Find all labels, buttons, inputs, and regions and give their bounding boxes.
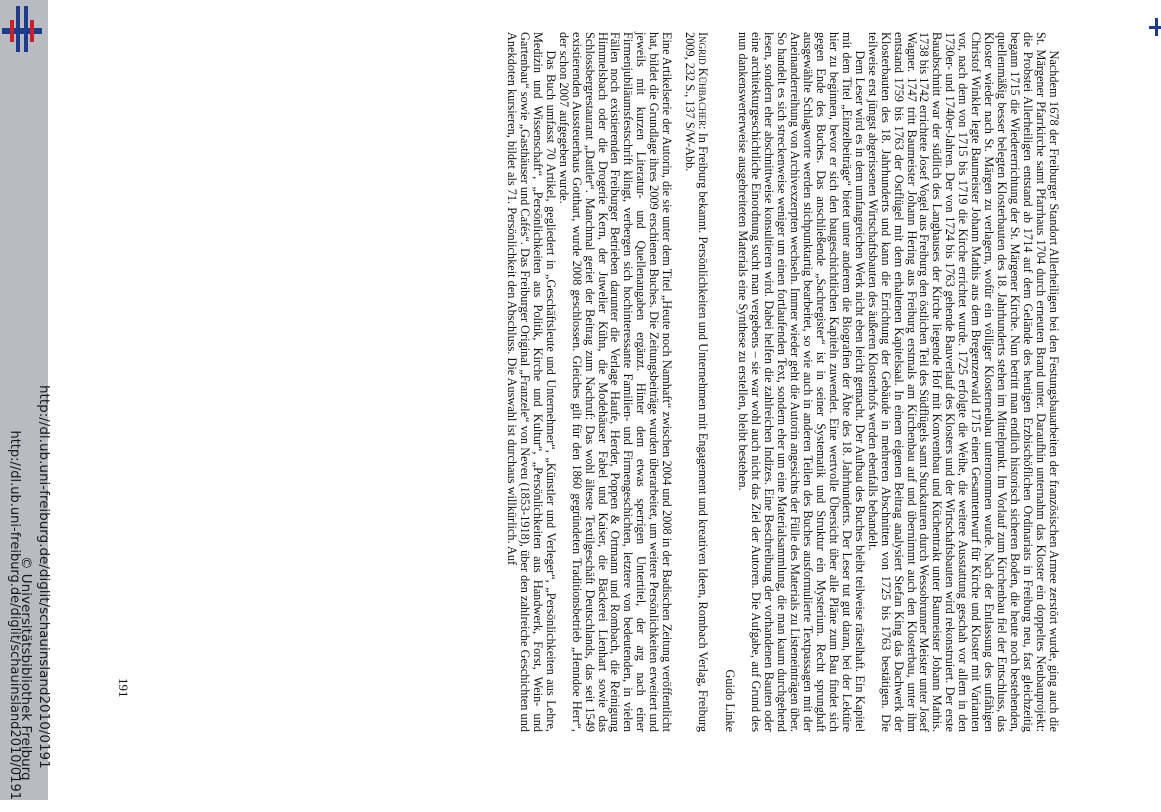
document-page: [60, 0, 1060, 812]
review-1-paragraph: Nachdem 1678 der Freiburger Standort Allerheiligen bei den Festungsbauarbeiten der französischen Armee zerstört wurde, ging auch die St. Märgener Pfarrkirche samt Pfarrhaus 1704 durch erneuten Brand unter. Daraufhin unternahm das Kloster ein doppeltes Neubauprojekt: die Probstei Allerheiligen entstand ab 1714 auf dem Gelände des heutigen Erzbischöflichen Ordinariats in Freiburg neu, fast gleichzeitig begann 1715 die Wiedererrichtung der St. Märgener Kirche. Nun betritt man endlich historisch sicheren Boden, die heute noch bestehenden, quellenmäßig besser belegten Klosterbauten des 18. Jahrhunderts stehen im Mittelpunkt. Im Vorlauf zum Kirchenbau fiel der Entschluss, das Kloster wieder nach St. Märgen zu verlagern, wofür ein völliger Klosterneubau unternommen wurde. Nach der Entlassung des unfähigen Christof Winkler legte Baumeister Johann Mathis aus dem Bregenzerwald 1715 einen Gesamtentwurf für Kirche und Kloster mit Varianten vor, nach dem von 1715 bis 1719 die Kirche errichtet wurde. 1725 erfolgte die Weihe, die weitere Ausstattung geschah vor allem in den 1730er- und 1740er-Jahren. Der von 1724 bis 1763 gehende Bauverlauf des Klosters und der Wirtschaftsbauten wird rekonstruiert. Der erste Bauabschnitt war der südlich des Langhauses der Kirche liegende Hof mit Konventbau und Küchentrakt unter Baumeister Johann Mathis. 1738 bis 1742 errichtete Josef Vogel aus Freiburg den östlichen Teil des Südflügels samt Stuckaturen durch Wessobrunner Meister unter Josef Wagner. 1747 tritt Baumeister Johann Hering aus Freiburg erstmals am Kirchenbau auf und übernimmt auch den Klosterbau, unter ihm entstand 1759 bis 1763 der Ostflügel mit dem erhaltenen Kapitelsaal. In einem eigenen Beitrag analysiert Stefan King das Dachwerk der Klosterbauten des 18. Jahrhunderts und kann die Errichtung der Gebäude in mehreren Abschnitten von 1725 bis 1763 bestätigen. Die teilweise erst jüngst abgerissenen Wirtschaftsbauten des äußeren Klosterhofs werden ebenfalls behandelt.: [865, 32, 1061, 732]
review-1-paragraph: Dem Leser wird es in dem umfangreichen Werk nicht eben leicht gemacht. Der Aufbau des Buches bleibt teilweise rätselhaft. Ein Kapitel mit dem Titel „Einzelbeiträge“ bietet unter anderem die Biografien der Äbte des 18. Jahrhunderts. Der Leser tut gut daran, bei der Lektüre hier zu beginnen, bevor er sich den baugeschichtlichen Kapiteln zuwendet. Eine wertvolle Übersicht über alle Pläne zum Bau findet sich gegen Ende des Buches. Das anschließende „Sachregister“ ist in seiner Systematik und Struktur ein Mysterium. Recht sprunghaft ausgewählte Schlagworte werden stichpunktartig bearbeitet, so wie auch in anderen Teilen des Buches ausformulierte Textpassagen mit der Aneinanderreihung von Archivexzerpten wechseln. Immer wieder geht die Autorin angesichts der Fülle des Materials zu Listeneinträgen über. So handelt es sich streckenweise weniger um einen fortlaufenden Text, sondern eher um eine Materialsammlung, die man kaum durchgehend lesen, sondern eher abschnittweise konsultieren wird. Dabei helfen die zahlreichen Indizes. Eine Beschreibung der vorhandenen Bauten oder eine architekturgeschichtliche Einordnung sucht man vergebens – sie war wohl auch nicht das Ziel der Autoren. Die Aufgabe, auf Grund des nun dankenswerterweise ausgebreiteten Materials eine Synthese zu erstellen, bleibt bestehen.: [736, 32, 867, 733]
review-signature: Guido Linke: [723, 669, 738, 732]
footer-block: [0, 0, 52, 800]
book-citation: [683, 32, 709, 732]
book-details: : In Freiburg bekannt. Persönlichkeiten und Unternehmen mit Engagement und kreativen Ideen, Rombach Verlag, Freiburg 2009, 232 S., 137 S/W-Abb.: [683, 32, 711, 732]
footer-copyright-text: © Universitätsbibliothek Freiburg: [18, 556, 34, 781]
book-author: Ingrid Kühbacher: [696, 32, 711, 127]
review-1: [505, 32, 1060, 732]
footer-url[interactable]: http://dl.ub.uni-freiburg.de/diglit/schauinsland2010/0191: [7, 430, 22, 800]
page-number: 191: [116, 678, 131, 698]
review-2-paragraph: Eine Artikelserie der Autorin, die sie unter dem Titel „Heute noch Namhaft“ zwischen 2004 und 2008 in der Badischen Zeitung veröffentlicht hat, bildet die Grundlage ihres 2009 erschienen Buches. Die Zeitungsbeiträge wurden überarbeitet, um weitere Persönlichkeiten erweitert und jeweils mit kurzen Literatur- und Quellenangaben ergänzt. Hinter dem etwas sperrigen Untertitel, der arg nach einer Firmenjubiläumsfestschrift klingt, verbergen sich hochinteressante Familien- und Firmengeschichten, letztere von bedeutenden, in vielen Fällen noch existierenden Freiburger Betrieben darunter die Verlage Haufe, Herder, Poppen & Ortmann und Rombach, die Reinigung Himmelsbach oder die Drogerie Kern, der Juwelier Kühn, die Modehäuser Fabel und Kaiser, die Bäckerei Lienhart sowie das Schlossbergrestaurant „Dattler“. Manchmal geriet der Beitrag zum Nachruf: Das wohl älteste Textilgeschäft Deutschlands, das seit 1549 existierenden Aussteuerhaus Gotthart, wurde 2008 geschlossen. Gleiches gilt für den 1860 gegründeten Traditionsbetrieb „Henndoe Herr“, der schon 2007 aufgegeben wurde.: [556, 32, 675, 732]
review-2-paragraph: Das Buch umfasst 70 Artikel, gegliedert in „Geschäftsleute und Unternehmer“, „Künstler und Verleger“, „Persönlichkeiten aus Lehre, Medizin und Wissenschaft“, „Persönlichkeiten aus Politik, Kirche und Kultur“, „Persönlichkeiten aus Handwerk, Forst, Wein- und Gartenbau“ sowie „Gasthäuser und Cafés“. Das Freiburger Original „Franzele“ von Neveu (1853-1918), über den zahlreiche Geschichten und Anekdoten kursieren, bildet als 71. Persönlichkeit den Abschluss. Die Auswahl ist durchaus willkürlich. Auf: [504, 32, 558, 732]
edge-logo-fragment-icon: [1149, 18, 1161, 36]
footer-url-text[interactable]: http://dl.ub.uni-freiburg.de/diglit/schauinsland2010/0191: [36, 385, 52, 769]
